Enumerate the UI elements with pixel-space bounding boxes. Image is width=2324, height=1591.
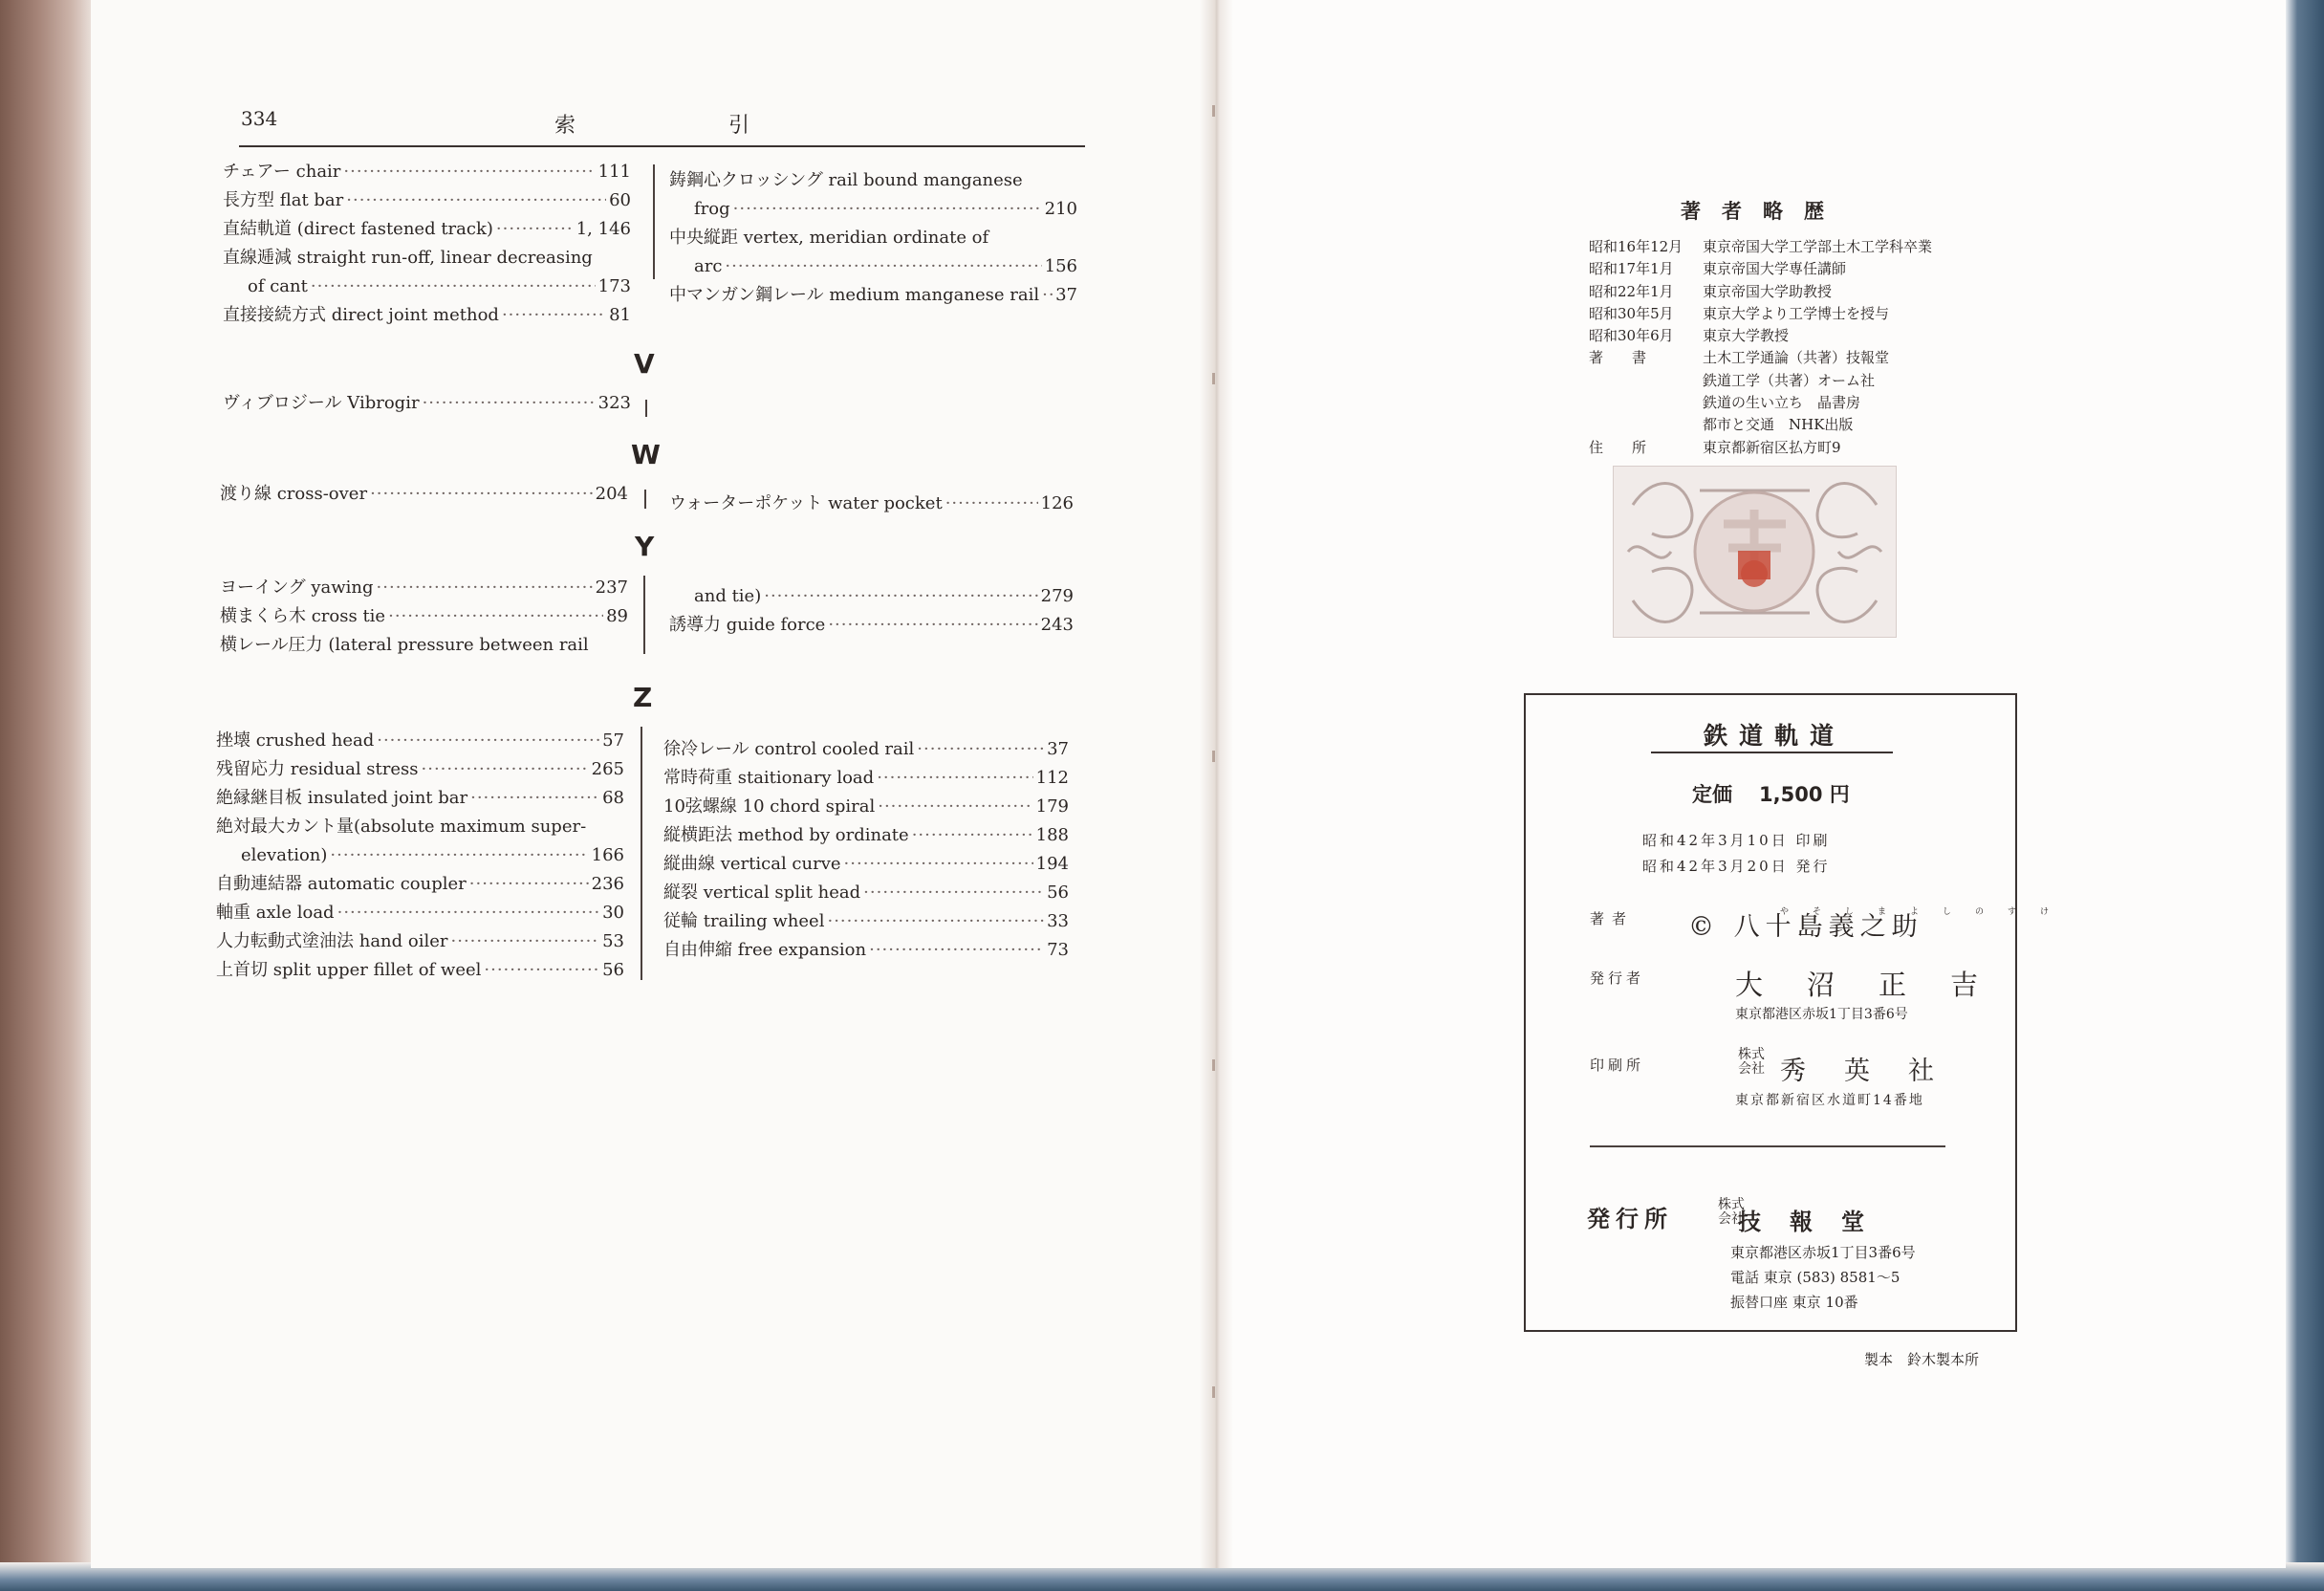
index-column (663, 735, 1069, 965)
bio-date: 昭和16年12月 (1589, 238, 1683, 255)
bio-date (1589, 392, 1703, 414)
index-page-ref: 60 (609, 190, 631, 210)
bio-list (1589, 236, 1932, 459)
dot-leader (869, 936, 1044, 965)
index-column (669, 582, 1074, 640)
index-page-ref: 126 (1040, 493, 1074, 513)
kabu-top: 株式 (1718, 1197, 1745, 1212)
book-title: 鉄道軌道 (1703, 722, 1845, 750)
index-page-ref: 68 (602, 788, 624, 808)
bio-date: 昭和30年5月 (1589, 304, 1674, 322)
index-column (223, 389, 631, 418)
bio-text: 東京帝国大学工学部土木工学科卒業 (1703, 238, 1933, 255)
index-entry (216, 813, 624, 841)
index-page-ref: 56 (1047, 883, 1069, 903)
dot-leader (469, 870, 589, 899)
bio-text: 東京帝国大学専任講師 (1703, 260, 1847, 278)
section-letter: Z (633, 682, 653, 713)
index-term: 挫壊 crushed head (216, 730, 375, 751)
index-term: 直結軌道 (direct fastened track) (223, 219, 493, 239)
gutter-mark (1212, 1386, 1215, 1398)
section-letter: V (634, 348, 655, 380)
author-name: © 八十島義之助 (1688, 912, 1923, 942)
index-page-ref: 237 (595, 578, 628, 598)
index-term: 鋳鋼心クロッシング rail bound manganese (669, 170, 1023, 190)
dot-leader (733, 195, 1042, 224)
index-page-ref: 194 (1035, 854, 1069, 874)
index-term: 横まくら木 cross tie (220, 606, 386, 626)
index-page-ref: 179 (1035, 796, 1069, 817)
author-seal-stamp (1613, 466, 1897, 638)
section-letter: W (631, 439, 661, 470)
index-page-ref: 188 (1035, 825, 1069, 845)
index-entry (663, 764, 1069, 793)
printed-date: 昭和42年3月10日 印刷 (1642, 832, 1831, 849)
bio-row (1589, 325, 1932, 347)
index-page-ref: 57 (602, 730, 624, 751)
index-entry (669, 166, 1077, 195)
dot-leader (370, 480, 593, 509)
index-page-ref: 243 (1040, 615, 1074, 635)
bio-date: 昭和17年1月 (1589, 260, 1674, 278)
index-term: 渡り線 cross-over (220, 484, 368, 504)
index-entry (223, 272, 631, 301)
dot-leader (330, 841, 588, 870)
dot-leader (470, 784, 599, 813)
dot-leader (346, 186, 606, 215)
section-letter: Y (635, 531, 655, 562)
bio-date: 住 所 (1589, 438, 1647, 456)
printer-address: 東京都新宿区水道町14番地 (1735, 1093, 1924, 1108)
kabu-bottom: 会社 (1718, 1211, 1745, 1227)
index-entry (663, 793, 1069, 821)
dot-leader (863, 879, 1044, 907)
running-title-index: 索 (554, 114, 576, 138)
publishing-house-transfer: 振替口座 東京 10番 (1730, 1294, 1858, 1311)
index-column (669, 166, 1077, 310)
index-page-ref: 111 (597, 162, 631, 182)
column-divider (645, 400, 647, 417)
bio-row (1589, 347, 1932, 369)
index-entry (669, 611, 1074, 640)
index-entry (663, 907, 1069, 936)
bio-date: 著 書 (1589, 349, 1647, 367)
dot-leader (337, 899, 600, 927)
bio-text: 東京大学教授 (1703, 327, 1790, 345)
gutter-mark (1212, 1059, 1215, 1071)
index-entry (216, 727, 624, 755)
dot-leader (877, 764, 1032, 793)
index-page-ref: 236 (591, 874, 624, 894)
issued-date: 昭和42年3月20日 発行 (1642, 858, 1831, 875)
dot-leader (764, 582, 1037, 611)
running-header (239, 107, 1085, 147)
index-column (220, 574, 628, 660)
index-term: frog (694, 199, 730, 219)
index-entry (216, 927, 624, 956)
index-page-ref: 265 (591, 759, 624, 779)
book-edge-right (2286, 0, 2324, 1591)
index-page-ref: 112 (1035, 768, 1069, 788)
dot-leader (945, 490, 1038, 518)
printer-label: 印刷所 (1590, 1057, 1645, 1074)
index-entry (220, 480, 628, 509)
index-page-ref: 204 (595, 484, 628, 504)
dot-leader (827, 907, 1044, 936)
dot-leader (912, 821, 1033, 850)
running-title-index: 引 (728, 114, 750, 138)
bio-date (1589, 414, 1703, 436)
book-edge-left (0, 0, 96, 1591)
index-term: 自由伸縮 free expansion (663, 940, 867, 960)
index-entry (663, 735, 1069, 764)
index-page-ref: 279 (1040, 586, 1074, 606)
index-term: 中マンガン鋼レール medium manganese rail (669, 285, 1040, 305)
index-page-ref: 30 (602, 903, 624, 923)
index-term: 誘導力 guide force (669, 615, 826, 635)
dot-leader (1042, 281, 1053, 310)
index-term: 長方型 flat bar (223, 190, 344, 210)
bio-date (1589, 370, 1703, 392)
index-entry (220, 574, 628, 602)
index-column (669, 490, 1074, 518)
index-term: 縦裂 vertical split head (663, 883, 861, 903)
index-entry (216, 870, 624, 899)
index-entry (663, 879, 1069, 907)
index-entry (223, 301, 631, 330)
bio-text: 鉄道工学（共著）オーム社 (1703, 371, 1876, 389)
index-entry (669, 252, 1077, 281)
dot-leader (343, 158, 595, 186)
kabu-bottom: 会社 (1738, 1061, 1765, 1077)
index-page-ref: 81 (609, 305, 631, 325)
index-entry (663, 821, 1069, 850)
printer-name: 秀英社 (1780, 1057, 1972, 1086)
index-page-ref: 173 (597, 276, 631, 296)
index-entry (669, 281, 1077, 310)
dot-leader (496, 215, 574, 244)
dot-leader (377, 727, 599, 755)
bio-row (1589, 414, 1932, 436)
print-dates (1642, 828, 1831, 880)
publishing-house-phone: 電話 東京 (583) 8581～5 (1730, 1269, 1900, 1286)
dot-leader (828, 611, 1037, 640)
publishing-house-name: 技報堂 (1738, 1209, 1893, 1235)
publishing-house-label: 発行所 (1587, 1206, 1673, 1232)
seal-icon (1614, 467, 1896, 637)
index-entry (223, 158, 631, 186)
index-term: 横レール圧力 (lateral pressure between rail (220, 635, 589, 655)
index-term: 常時荷重 staitionary load (663, 768, 875, 788)
index-term: elevation) (241, 845, 328, 865)
index-page-ref: 210 (1044, 199, 1077, 219)
index-page-ref: 53 (602, 931, 624, 951)
bio-row (1589, 392, 1932, 414)
index-entry (216, 755, 624, 784)
index-term: 中央縦距 vertex, meridian ordinate of (669, 228, 989, 248)
index-term: 縦横距法 method by ordinate (663, 825, 909, 845)
dot-leader (502, 301, 606, 330)
column-divider (653, 164, 655, 279)
bio-row (1589, 236, 1932, 258)
dot-leader (878, 793, 1032, 821)
index-entry (223, 389, 631, 418)
index-term: 絶対最大カント量(absolute maximum super- (216, 817, 587, 837)
bio-row (1589, 370, 1932, 392)
index-page-ref: 166 (591, 845, 624, 865)
dot-leader (451, 927, 600, 956)
index-page-ref: 56 (602, 960, 624, 980)
printer-kabushiki-kaisha (1738, 1048, 1765, 1077)
bio-text: 東京都新宿区払方町9 (1703, 438, 1841, 456)
index-page-ref: 156 (1044, 256, 1077, 276)
index-term: and tie) (694, 586, 762, 606)
index-entry (216, 841, 624, 870)
page-number: 334 (241, 107, 278, 130)
index-entry (669, 195, 1077, 224)
index-page-ref: 37 (1055, 285, 1077, 305)
colophon-rule (1590, 1145, 1945, 1147)
index-term: 絶縁継目板 insulated joint bar (216, 788, 468, 808)
publisher-person-name: 大沼正吉 (1735, 969, 2023, 1001)
index-entry (663, 936, 1069, 965)
index-term: 徐冷レール control cooled rail (663, 739, 915, 759)
bio-date: 昭和22年1月 (1589, 282, 1674, 300)
index-term: ヴィブロジール Vibrogir (223, 393, 420, 413)
index-term: 従輪 trailing wheel (663, 911, 825, 931)
index-entry (669, 582, 1074, 611)
author-label: 著者 (1590, 910, 1635, 927)
index-entry (669, 490, 1074, 518)
publisher-person-address: 東京都港区赤坂1丁目3番6号 (1735, 1007, 1908, 1022)
index-term: チェアー chair (223, 162, 341, 182)
author-ruby: やそしまよしのすけ (1780, 907, 2074, 917)
index-column (220, 480, 628, 509)
bio-text: 土木工学通論（共著）技報堂 (1703, 349, 1890, 367)
index-term: 10弦螺線 10 chord spiral (663, 796, 876, 817)
index-page-ref: 323 (597, 393, 631, 413)
index-column (223, 158, 631, 330)
book-gutter (1200, 0, 1233, 1568)
price (1692, 779, 1850, 808)
index-page-ref: 37 (1047, 739, 1069, 759)
index-term: ヨーイング yawing (220, 578, 374, 598)
index-term: 直線逓減 straight run-off, linear decreasing (223, 248, 593, 268)
bio-text: 東京帝国大学助教授 (1703, 282, 1833, 300)
gutter-mark (1212, 373, 1215, 384)
index-page-ref: 1, 146 (576, 219, 631, 239)
bio-row (1589, 437, 1932, 459)
dot-leader (725, 252, 1041, 281)
index-entry (223, 215, 631, 244)
column-divider (644, 490, 646, 509)
index-term: 自動連結器 automatic coupler (216, 874, 467, 894)
title-underline (1651, 752, 1893, 753)
kabu-top: 株式 (1738, 1047, 1765, 1062)
bio-date: 昭和30年6月 (1589, 327, 1674, 345)
index-page-ref: 89 (606, 606, 628, 626)
dot-leader (311, 272, 596, 301)
index-term: arc (694, 256, 723, 276)
index-entry (216, 956, 624, 985)
index-column (216, 727, 624, 985)
column-divider (641, 727, 642, 980)
bio-title: 著者略歴 (1681, 199, 1845, 223)
dot-leader (377, 574, 593, 602)
column-divider (643, 576, 645, 654)
index-entry (216, 899, 624, 927)
bio-text: 鉄道の生い立ち 晶書房 (1703, 394, 1861, 412)
publisher-person-label: 発行者 (1590, 970, 1645, 987)
index-term: 軸重 axle load (216, 903, 335, 923)
publishing-house-address: 東京都港区赤坂1丁目3番6号 (1730, 1244, 1916, 1261)
bio-row (1589, 303, 1932, 325)
dot-leader (917, 735, 1044, 764)
price-value: 1,500 円 (1759, 783, 1850, 806)
index-entry (663, 850, 1069, 879)
bio-text: 都市と交通 NHK出版 (1703, 416, 1854, 434)
index-page-ref: 73 (1047, 940, 1069, 960)
dot-leader (388, 602, 603, 631)
binder: 製本 鈴木製本所 (1864, 1351, 1980, 1368)
publishing-house-info (1730, 1240, 1916, 1315)
index-term: ウォーターポケット water pocket (669, 493, 943, 513)
dot-leader (484, 956, 599, 985)
index-term: of cant (248, 276, 308, 296)
dot-leader (844, 850, 1033, 879)
index-term: 残留応力 residual stress (216, 759, 419, 779)
index-term: 直接接続方式 direct joint method (223, 305, 499, 325)
index-entry (220, 602, 628, 631)
index-term: 縦曲線 vertical curve (663, 854, 841, 874)
index-entry (669, 224, 1077, 252)
dot-leader (422, 755, 589, 784)
bio-row (1589, 258, 1932, 280)
index-entry (223, 186, 631, 215)
index-entry (216, 784, 624, 813)
bio-row (1589, 281, 1932, 303)
index-page-ref: 33 (1047, 911, 1069, 931)
dot-leader (423, 389, 596, 418)
index-entry (223, 244, 631, 272)
gutter-mark (1212, 105, 1215, 117)
gutter-mark (1212, 751, 1215, 762)
index-term: 上首切 split upper fillet of weel (216, 960, 482, 980)
index-term: 人力転動式塗油法 hand oiler (216, 931, 448, 951)
bio-text: 東京大学より工学博士を授与 (1703, 304, 1890, 322)
index-entry (220, 631, 628, 660)
price-label: 定価 (1692, 783, 1732, 806)
